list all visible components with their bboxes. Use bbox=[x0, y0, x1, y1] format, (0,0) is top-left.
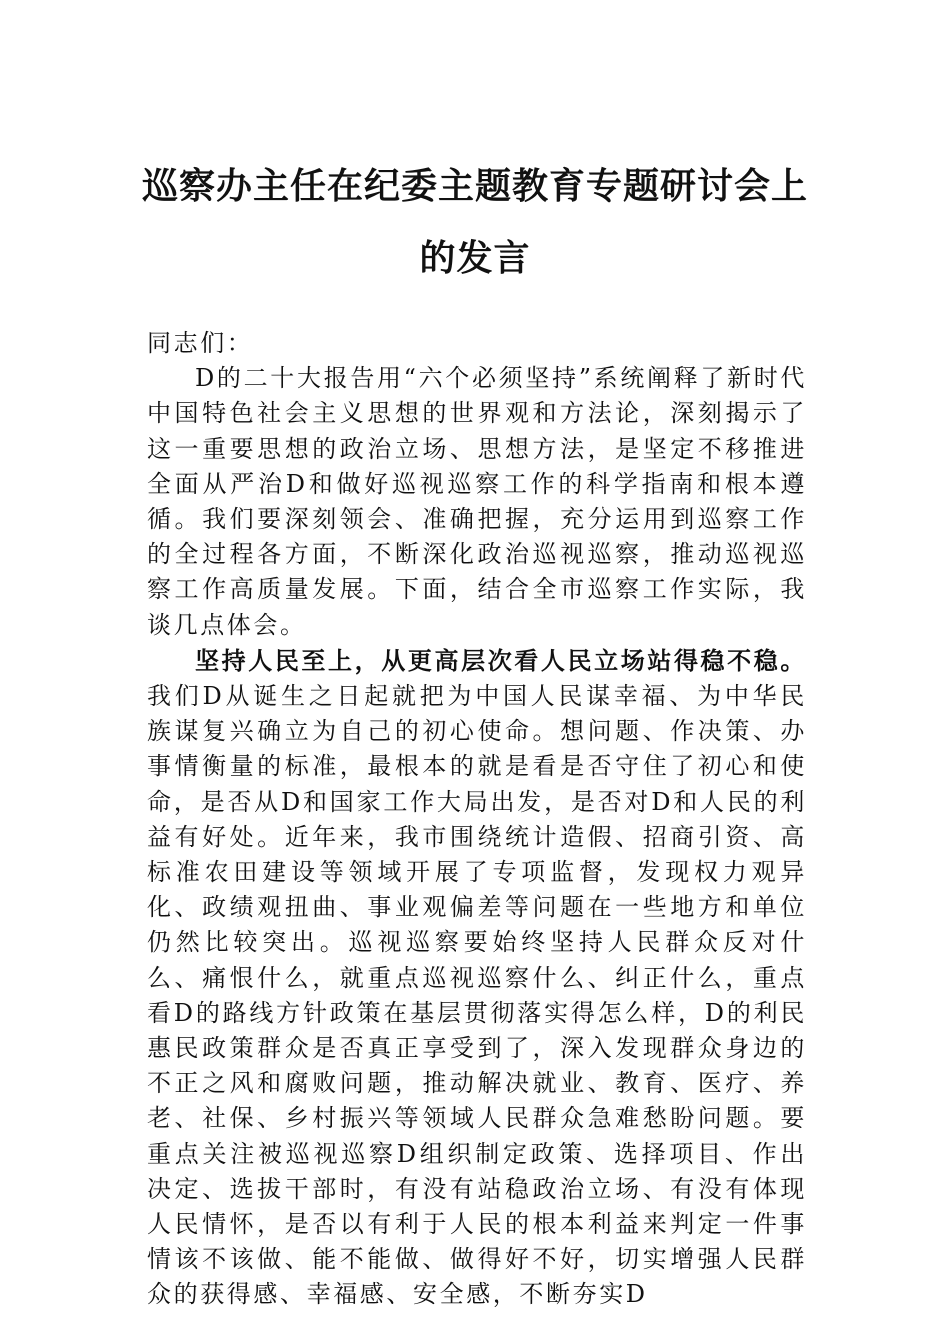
paragraph-people-first bbox=[147, 643, 807, 1313]
paragraph-text: 我们D从诞生之日起就把为中国人民谋幸福、为中华民族谋复兴确立为自己的初心使命。想问题、作决策、办事情衡量的标准，最根本的就是看是否守住了初心和使命，是否从D和国家工作大局出发，是否对D和人民的利益有好处。近年来，我市围绕统计造假、招商引资、高标准农田建设等领域开展了专项监督，发现权力观异化、政绩观扭曲、事业观偏差等问题在一些地方和单位仍然比较突出。巡视巡察要始终坚持人民群众反对什么、痛恨什么，就重点巡视巡察什么、纠正什么，重点看D的路线方针政策在基层贯彻落实得怎么样，D的利民惠民政策群众是否真正享受到了，深入发现群众身边的不正之风和腐败问题，推动解决就业、教育、医疗、养老、社保、乡村振兴等领域人民群众急难愁盼问题。要重点关注被巡视巡察D组织制定政策、选择项目、作出决定、选拔干部时，有没有站稳政治立场、有没有体现人民情怀，是否以有利于人民的根本利益来判定一件事情该不该做、能不能做、做得好不好，切实增强人民群众的获得感、幸福感、安全感，不断夯实D bbox=[147, 682, 807, 1309]
paragraph-heading: 坚持人民至上，从更高层次看人民立场站得稳不稳。 bbox=[195, 645, 807, 675]
salutation: 同志们： bbox=[147, 329, 254, 357]
document-body bbox=[147, 326, 807, 1313]
document-title: 巡察办主任在纪委主题教育专题研讨会上的发言 bbox=[141, 165, 808, 279]
paragraph-intro: D的二十大报告用“六个必须坚持”系统阐释了新时代中国特色社会主义思想的世界观和方法论，深刻揭示了这一重要思想的政治立场、思想方法，是坚定不移推进全面从严治D和做好巡视巡察工作的科学指南和根本遵循。我们要深刻领会、准确把握，充分运用到巡察工作的全过程各方面，不断深化政治巡视巡察，推动巡视巡察工作高质量发展。下面，结合全市巡察工作实际，我谈几点体会。 bbox=[147, 364, 807, 639]
